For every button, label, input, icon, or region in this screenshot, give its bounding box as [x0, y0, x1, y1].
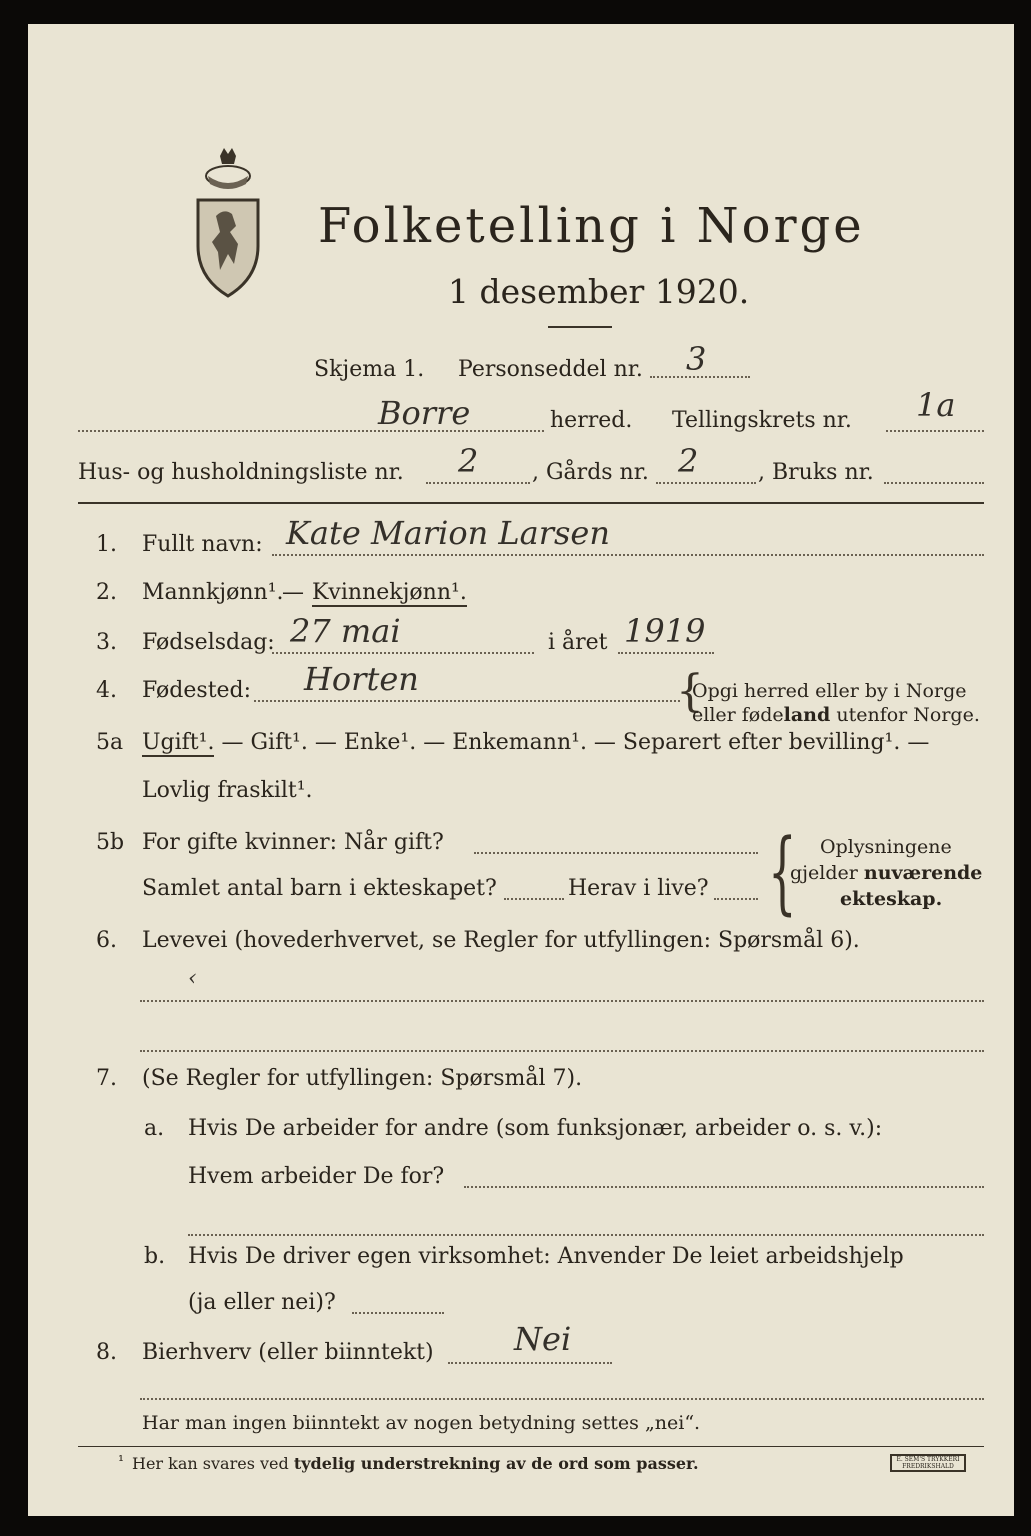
- q5b-number: 5b: [96, 830, 125, 855]
- q3-number: 3.: [96, 630, 117, 655]
- footnote-mark: ¹: [118, 1452, 125, 1470]
- q2-female: Kvinnekjønn¹.: [312, 580, 467, 605]
- census-date: 1 desember 1920.: [448, 272, 750, 311]
- q6-mark: ‹: [188, 966, 197, 991]
- q5b-note-2: gjelder nuværende: [790, 862, 983, 884]
- q5b-children-line: [504, 898, 564, 900]
- q8-line: [448, 1362, 612, 1364]
- q7b-line-1: Hvis De driver egen virksomhet: Anvender De leiet arbeidshjelp: [188, 1244, 904, 1269]
- q7b-letter: b.: [144, 1244, 166, 1269]
- q7-label: (Se Regler for utfyllingen: Spørsmål 7).: [142, 1066, 583, 1091]
- printer-stamp: E. SEM'S TRYKKERI FREDRIKSHALD: [890, 1454, 966, 1472]
- q5a-other-options: — Gift¹. — Enke¹. — Enkemann¹. — Separert efter bevilling¹. —: [214, 730, 930, 755]
- q5b-note-1: Oplysningene: [820, 836, 952, 858]
- hus-line: [426, 482, 530, 484]
- q3-year-line: [618, 652, 714, 654]
- q3-year-value: 1919: [624, 612, 706, 650]
- q7b-line-2: (ja eller nei)?: [188, 1290, 336, 1315]
- q2-separator: —: [282, 580, 304, 605]
- q1-label: Fullt navn:: [142, 532, 263, 557]
- q4-number: 4.: [96, 678, 117, 703]
- q5b-label-3: Herav i live?: [568, 876, 709, 901]
- q7-number: 7.: [96, 1066, 117, 1091]
- personseddel-value: 3: [686, 340, 707, 378]
- census-form: [28, 24, 1014, 1516]
- header-rule: [78, 502, 984, 504]
- q5b-label-1: For gifte kvinner: Når gift?: [142, 830, 444, 855]
- q1-number: 1.: [96, 532, 117, 557]
- herred-value: Borre: [378, 394, 471, 432]
- q4-label: Fødested:: [142, 678, 252, 703]
- bruks-line: [884, 482, 984, 484]
- q4-note-1: Opgi herred eller by i Norge: [692, 680, 967, 702]
- q3-day-line: [272, 652, 534, 654]
- q2-number: 2.: [96, 580, 117, 605]
- footnote: Her kan svares ved tydelig understrekning av de ord som passer.: [132, 1454, 699, 1473]
- q5a-ugift: Ugift¹.: [142, 730, 215, 755]
- form-title: Folketelling i Norge: [318, 198, 865, 254]
- q5b-note-3: ekteskap.: [840, 888, 943, 910]
- personseddel-label: Personseddel nr.: [458, 357, 643, 382]
- q6-line-2: [140, 1050, 984, 1052]
- q7a-line-2: Hvem arbeider De for?: [188, 1164, 445, 1189]
- q3-year-label: i året: [548, 630, 608, 655]
- q4-brace: {: [676, 666, 704, 717]
- q3-label: Fødselsdag:: [142, 630, 275, 655]
- q5a-options: [142, 730, 929, 755]
- footer-rule: [78, 1446, 984, 1447]
- footer-note: Har man ingen biinntekt av nogen betydning settes „nei“.: [142, 1412, 701, 1434]
- q7a-letter: a.: [144, 1116, 165, 1141]
- q4-value: Horten: [304, 660, 419, 698]
- q5b-brace: {: [768, 820, 797, 925]
- q1-line: [272, 554, 984, 556]
- bruks-label: , Bruks nr.: [758, 460, 874, 485]
- tellingskrets-value: 1a: [916, 386, 956, 424]
- coat-of-arms-icon: [190, 146, 266, 302]
- q5b-label-2: Samlet antal barn i ekteskapet?: [142, 876, 497, 901]
- q8-line-2: [140, 1398, 984, 1400]
- schema-label: Skjema 1.: [314, 357, 425, 382]
- q7a-line-1: Hvis De arbeider for andre (som funksjonær, arbeider o. s. v.):: [188, 1116, 883, 1141]
- title-divider: [548, 326, 612, 328]
- tellingskrets-label: Tellingskrets nr.: [672, 408, 852, 433]
- herred-label: herred.: [550, 408, 633, 433]
- q6-line-1: [140, 1000, 984, 1002]
- gards-line: [656, 482, 756, 484]
- q5a-number: 5a: [96, 730, 124, 755]
- q7a-answer-line-2: [188, 1234, 984, 1236]
- q8-value: Nei: [514, 1320, 572, 1358]
- hus-label: Hus- og husholdningsliste nr.: [78, 460, 404, 485]
- q1-value: Kate Marion Larsen: [286, 514, 610, 552]
- q2-male: Mannkjønn¹.: [142, 580, 284, 605]
- gards-label: , Gårds nr.: [532, 460, 649, 485]
- herred-line: [78, 430, 544, 432]
- q7b-answer-line: [352, 1312, 444, 1314]
- q5a-line-2: Lovlig fraskilt¹.: [142, 778, 313, 803]
- q5b-married-line: [474, 852, 758, 854]
- q8-label: Bierhverv (eller biinntekt): [142, 1340, 434, 1365]
- hus-value: 2: [458, 442, 479, 480]
- tellingskrets-line: [886, 430, 984, 432]
- q6-number: 6.: [96, 928, 117, 953]
- q5b-alive-line: [714, 898, 758, 900]
- q4-note-2: eller fødeland utenfor Norge.: [692, 704, 980, 726]
- q4-line: [254, 700, 680, 702]
- q7a-answer-line-1: [464, 1186, 984, 1188]
- q3-day-value: 27 mai: [290, 612, 401, 650]
- gards-value: 2: [678, 442, 699, 480]
- q6-label: Levevei (hovederhvervet, se Regler for utfyllingen: Spørsmål 6).: [142, 928, 860, 953]
- q8-number: 8.: [96, 1340, 117, 1365]
